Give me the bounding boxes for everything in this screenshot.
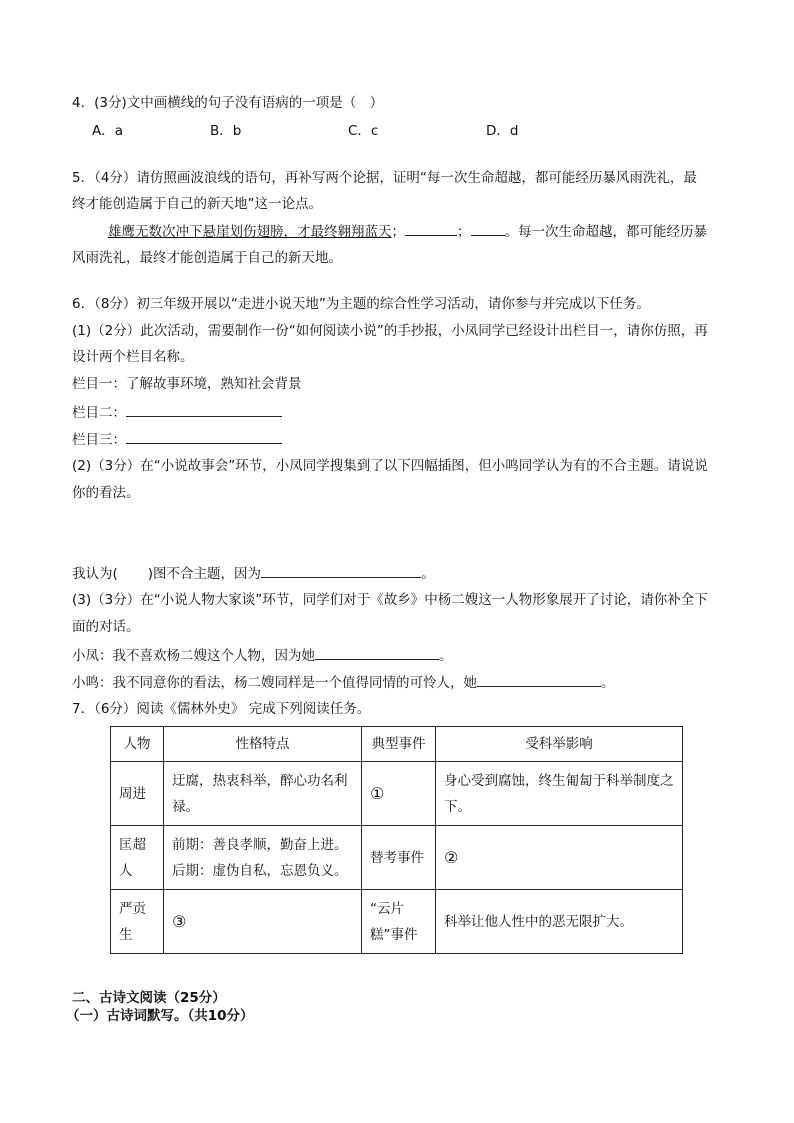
- table-row: [111, 826, 683, 890]
- q5-stem-line2: 终才能创造属于自己的新天地”这一论点。: [72, 196, 322, 212]
- q6-ming-blank[interactable]: [477, 672, 601, 687]
- q4-option-c: C．c: [348, 123, 379, 139]
- cell-traits: 前期：善良孝顺，勤奋上进。 后期：虚伪自私，忘恩负义。: [164, 826, 362, 890]
- q6-part2-answer: 我认为( )图不合主题，因为 。: [72, 563, 435, 584]
- q6-column3: 栏目三：: [72, 429, 282, 450]
- q6-part2-line1: (2)（3分）在“小说故事会”环节，小凤同学搜集到了以下四幅插图，但小鸣同学认为有的不合主题。请说说: [72, 458, 708, 474]
- q6-feng-blank[interactable]: [315, 645, 439, 660]
- section2-title: 二、古诗文阅读（25分）: [72, 990, 226, 1006]
- table-row: [111, 890, 683, 954]
- q6-part3-line2: 面的对话。: [72, 619, 140, 635]
- q4-option-d: D．d: [486, 123, 519, 139]
- cell-traits-blank[interactable]: ③: [164, 890, 362, 954]
- q5-example: 雄鹰无数次冲下悬崖划伤翅膀，才最终翱翔蓝天: [108, 224, 392, 240]
- cell-influence: 身心受到腐蚀，终生匍匐于科举制度之下。: [436, 762, 683, 826]
- q4-options: [72, 121, 672, 141]
- q5-answer-line: 雄鹰无数次冲下悬崖划伤翅膀，才最终翱翔蓝天； ； 。每一次生命超越，都可能经历暴: [108, 221, 707, 242]
- cell-event: “云片糕”事件: [362, 890, 436, 954]
- q5-blank-1[interactable]: [405, 221, 457, 236]
- cell-traits: 迂腐，热衷科举，醉心功名利禄。: [164, 762, 362, 826]
- cell-influence: 科举让他人性中的恶无限扩大。: [436, 890, 683, 954]
- q5-stem-line1: 5．（4分）请仿照画波浪线的语句，再补写两个论据，证明“每一次生命超越，都可能经历暴风雨洗礼，最: [72, 170, 697, 186]
- q5-blank-2[interactable]: [471, 221, 505, 236]
- q7-stem: 7．（6分）阅读《儒林外史》 完成下列阅读任务。: [72, 701, 371, 717]
- header-event: 典型事件: [362, 727, 436, 762]
- q6-stem: 6．（8分）初三年级开展以“走进小说天地”为主题的综合性学习活动，请你参与并完成以下任务。: [72, 296, 650, 312]
- cell-person: 周进: [111, 762, 164, 826]
- cell-influence-blank[interactable]: ②: [436, 826, 683, 890]
- q6-dialogue-feng: 小凤：我不喜欢杨二嫂这个人物，因为她 。: [72, 645, 453, 666]
- q4-option-a: A．a: [92, 123, 124, 139]
- q6-part1-line2: 设计两个栏目名称。: [72, 349, 194, 365]
- q6-part2-reason-blank[interactable]: [261, 563, 421, 578]
- q6-part3-line1: (3)（3分）在“小说人物大家谈”环节，同学们对于《故乡》中杨二嫂这一人物形象展开了讨论，请你补全下: [72, 592, 708, 608]
- cell-event-blank[interactable]: ①: [362, 762, 436, 826]
- table-row: [111, 762, 683, 826]
- q6-dialogue-ming: 小鸣：我不同意你的看法，杨二嫂同样是一个值得同情的可怜人，她 。: [72, 672, 615, 693]
- q7-table: [110, 726, 683, 954]
- header-influence: 受科举影响: [436, 727, 683, 762]
- cell-event: 替考事件: [362, 826, 436, 890]
- q4-stem: 4．(3分)文中画横线的句子没有语病的一项是（ ）: [72, 95, 384, 111]
- header-traits: 性格特点: [164, 727, 362, 762]
- section2-subtitle: （一）古诗词默写。（共10分）: [66, 1008, 254, 1024]
- q4-option-b: B．b: [210, 123, 242, 139]
- q5-answer-line2: 风雨洗礼，最终才能创造属于自己的新天地。: [72, 250, 342, 266]
- q6-column2-blank[interactable]: [126, 402, 282, 417]
- q6-column3-blank[interactable]: [126, 429, 282, 444]
- q6-column2: 栏目二：: [72, 402, 282, 423]
- table-header-row: [111, 727, 683, 762]
- q6-column1: 栏目一：了解故事环境，熟知社会背景: [72, 376, 302, 392]
- cell-person: 严贡生: [111, 890, 164, 954]
- header-person: 人物: [111, 727, 164, 762]
- cell-person: 匡超人: [111, 826, 164, 890]
- q6-part2-line2: 你的看法。: [72, 485, 140, 501]
- q6-part1-line1: (1)（2分）此次活动，需要制作一份“如何阅读小说”的手抄报，小凤同学已经设计出栏目一，请你仿照，再: [72, 323, 708, 339]
